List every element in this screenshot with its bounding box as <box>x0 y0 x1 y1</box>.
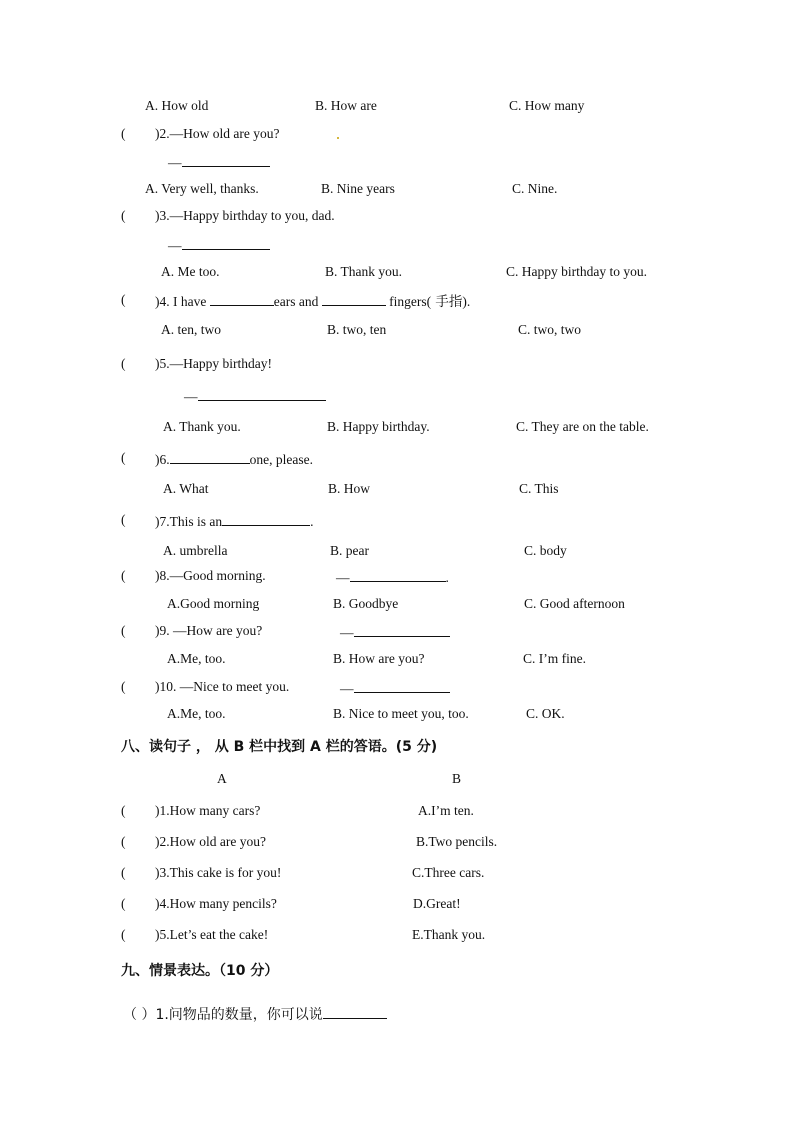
q8-paren: ( <box>121 568 126 583</box>
q3-option-a: A. Me too. <box>161 264 220 279</box>
q9-answer-line: — <box>340 622 450 642</box>
q2-option-b: B. Nine years <box>321 181 395 196</box>
q8-option-b: B. Goodbye <box>333 596 399 611</box>
q4-option-b: B. two, ten <box>327 322 387 337</box>
column-b-header: B <box>452 771 462 786</box>
q9-option-b: B. How are you? <box>333 651 425 666</box>
match-row-5-question: )5.Let’s eat the cake! <box>155 927 269 942</box>
q4-option-c: C. two, two <box>518 322 582 337</box>
match-row-4-paren: ( <box>121 896 126 911</box>
q7-option-b: B. pear <box>330 543 369 558</box>
match-row-3-question: )3.This cake is for you! <box>155 865 282 880</box>
q9-option-c: C. I’m fine. <box>523 651 586 666</box>
q10-stem: )10. —Nice to meet you. <box>155 679 290 694</box>
q1-option-b: B. How are <box>315 98 377 113</box>
q2-option-a: A. Very well, thanks. <box>145 181 259 196</box>
q7-paren: ( <box>121 512 126 527</box>
q3-option-b: B. Thank you. <box>325 264 402 279</box>
q5-option-c: C. They are on the table. <box>516 419 649 434</box>
q4-option-a: A. ten, two <box>161 322 221 337</box>
q5-option-a: A. Thank you. <box>163 419 241 434</box>
q6-option-a: A. What <box>163 481 209 496</box>
q8-option-a: A.Good morning <box>167 596 260 611</box>
q9-paren: ( <box>121 623 126 638</box>
match-row-2-answer: B.Two pencils. <box>416 834 498 849</box>
q4-stem: )4. I have ears and fingers( 手指). <box>155 291 470 311</box>
q8-stem: )8.—Good morning. <box>155 568 266 583</box>
match-row-3-answer: C.Three cars. <box>412 865 485 880</box>
q5-answer-line: — <box>184 386 326 406</box>
q10-option-c: C. OK. <box>526 706 565 721</box>
column-a-header: A <box>217 771 227 786</box>
match-row-3-paren: ( <box>121 865 126 880</box>
q6-option-c: C. This <box>519 481 559 496</box>
q1-option-c: C. How many <box>509 98 585 113</box>
q5-stem: )5.—Happy birthday! <box>155 356 272 371</box>
match-row-2-question: )2.How old are you? <box>155 834 266 849</box>
match-row-4-answer: D.Great! <box>413 896 461 911</box>
q5-paren: ( <box>121 356 126 371</box>
match-row-2-paren: ( <box>121 834 126 849</box>
q3-paren: ( <box>121 208 126 223</box>
q9-option-a: A.Me, too. <box>167 651 226 666</box>
q4-paren: ( <box>121 292 126 307</box>
q5-option-b: B. Happy birthday. <box>327 419 430 434</box>
q7-option-a: A. umbrella <box>163 543 228 558</box>
q2-option-c: C. Nine. <box>512 181 558 196</box>
match-row-4-question: )4.How many pencils? <box>155 896 277 911</box>
q3-answer-line: — <box>168 235 270 255</box>
q9-stem: )9. —How are you? <box>155 623 263 638</box>
q7-option-c: C. body <box>524 543 567 558</box>
q10-answer-line: — <box>340 678 450 698</box>
q10-option-b: B. Nice to meet you, too. <box>333 706 469 721</box>
q8-option-c: C. Good afternoon <box>524 596 625 611</box>
q6-option-b: B. How <box>328 481 371 496</box>
section-8-title: 八、读句子 ， 从 B 栏中找到 A 栏的答语。(5 分) <box>121 739 438 755</box>
stray-dot <box>337 137 339 139</box>
section-9-title: 九、情景表达。（10 分） <box>121 963 279 979</box>
match-row-1-question: )1.How many cars? <box>155 803 261 818</box>
match-row-1-answer: A.I’m ten. <box>418 803 474 818</box>
match-row-5-paren: ( <box>121 927 126 942</box>
q3-stem: )3.—Happy birthday to you, dad. <box>155 208 335 223</box>
q10-option-a: A.Me, too. <box>167 706 226 721</box>
q2-answer-line: — <box>168 152 270 172</box>
q2-stem: )2.—How old are you? <box>155 126 280 141</box>
q1-option-a: A. How old <box>145 98 209 113</box>
q3-option-c: C. Happy birthday to you. <box>506 264 647 279</box>
q6-stem: )6. one, please. <box>155 449 313 469</box>
q6-paren: ( <box>121 450 126 465</box>
match-row-1-paren: ( <box>121 803 126 818</box>
match-row-5-answer: E.Thank you. <box>412 927 486 942</box>
q10-paren: ( <box>121 679 126 694</box>
q8-answer-line: — . <box>336 567 449 587</box>
q7-stem: )7.This is an . <box>155 511 314 531</box>
section-9-q1: （ ）1.问物品的数量，你可以说 <box>123 1004 387 1024</box>
q2-paren: ( <box>121 126 126 141</box>
